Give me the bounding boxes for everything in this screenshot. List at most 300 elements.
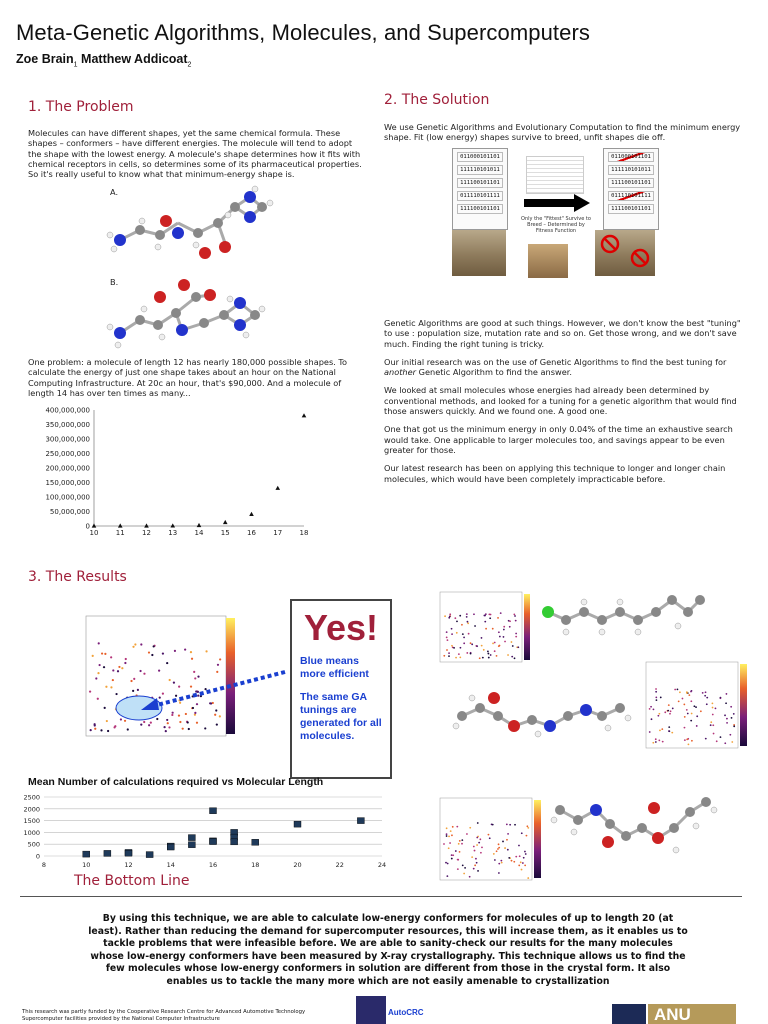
- scatter-dot: [499, 636, 501, 638]
- scatter-dot: [488, 834, 490, 836]
- calculations-chart: [16, 792, 396, 874]
- scatter-dot: [725, 702, 727, 704]
- scatter-dot: [733, 713, 735, 715]
- data-point: [104, 850, 111, 856]
- scatter-dot: [456, 632, 458, 634]
- scatter-dot: [491, 824, 493, 826]
- scatter-dot: [132, 690, 134, 692]
- no-entry-icon: [595, 230, 655, 276]
- scatter-dot: [710, 721, 712, 723]
- scatter-dot: [216, 723, 218, 725]
- author-2: Matthew Addicoat: [77, 52, 188, 66]
- scatter-dot: [457, 859, 459, 861]
- scatter-dot: [445, 862, 447, 864]
- data-point: [144, 523, 149, 527]
- scatter-dot: [449, 616, 451, 618]
- scatter-dot: [148, 651, 150, 653]
- scatter-dot: [515, 620, 517, 622]
- scatter-dot: [179, 721, 181, 723]
- scatter-dot: [488, 657, 490, 659]
- scatter-dot: [447, 639, 449, 641]
- x-tick-label: 18: [251, 861, 260, 869]
- molecule-b-image: [100, 275, 280, 350]
- scatter-dot: [690, 720, 692, 722]
- x-tick-label: 12: [124, 861, 133, 869]
- scatter-dot: [474, 625, 476, 627]
- scatter-dot: [515, 636, 517, 638]
- solution-para-5: One that got us the minimum energy in only 0.04% of the time an exhaustive search would take. One applicable to larger molecules too, and savings appear to be even greater for those.: [384, 424, 733, 455]
- scatter-dot: [156, 718, 158, 720]
- scatter-dot: [473, 868, 475, 870]
- scatter-dot: [459, 615, 461, 617]
- scatter-dot: [444, 615, 446, 617]
- scatter-dot: [655, 738, 657, 740]
- scatter-dot: [219, 658, 221, 660]
- autocrc-logo-text: AutoCRC: [388, 1008, 424, 1017]
- scatter-dot: [163, 726, 165, 728]
- scatter-dot: [454, 617, 456, 619]
- scatter-dot: [480, 852, 482, 854]
- solution-heading: 2. The Solution: [384, 92, 490, 108]
- scatter-dot: [484, 615, 486, 617]
- data-point: [210, 839, 217, 845]
- scatter-dot: [687, 713, 689, 715]
- horses-photo: [452, 230, 506, 276]
- scatter-dot: [705, 691, 707, 693]
- scatter-dot: [448, 836, 450, 838]
- scatter-dot: [706, 697, 708, 699]
- scatter-dot: [487, 653, 489, 655]
- scatter-dot: [498, 843, 500, 845]
- scatter-dot: [672, 708, 674, 710]
- data-point: [188, 842, 195, 848]
- scatter-dot: [446, 833, 448, 835]
- solution-para-1: We use Genetic Algorithms and Evolutionary Computation to find the minimum energy shape. Fit (low energy) shapes survive to breed, unfit shapes die off.: [384, 122, 741, 143]
- y-tick-label: 500: [27, 840, 40, 849]
- scatter-dot: [512, 645, 514, 647]
- scatter-dot: [443, 655, 445, 657]
- y-tick-label: 0: [35, 852, 40, 861]
- x-tick-label: 16: [247, 529, 256, 537]
- scatter-dot: [668, 704, 670, 706]
- scatter-dot: [101, 652, 103, 654]
- scatter-dot: [494, 650, 496, 652]
- scatter-dot: [448, 652, 450, 654]
- data-point: [210, 808, 217, 814]
- scatter-dot: [481, 645, 483, 647]
- scatter-dot: [688, 743, 690, 745]
- y-tick-label: 200,000,000: [45, 464, 90, 473]
- scatter-dot: [489, 617, 491, 619]
- scatter-dot: [504, 641, 506, 643]
- scatter-dot: [97, 672, 99, 674]
- x-tick-label: 12: [142, 529, 151, 537]
- bitstring: 011000101101: [457, 152, 503, 162]
- scatter-dot: [650, 706, 652, 708]
- scatter-dot: [526, 825, 528, 827]
- molecule-a-image: [100, 185, 280, 270]
- scatter-dot: [446, 636, 448, 638]
- scatter-dot: [525, 853, 527, 855]
- scatter-dot: [712, 707, 714, 709]
- scatter-dot: [98, 642, 100, 644]
- data-point: [357, 818, 364, 824]
- scatter-dot: [515, 856, 517, 858]
- bitstring: 011000101101: [608, 152, 654, 162]
- scatter-dot: [498, 872, 500, 874]
- x-tick-label: 15: [220, 529, 230, 537]
- y-tick-label: 400,000,000: [45, 406, 90, 415]
- scatter-dot: [448, 655, 450, 657]
- scatter-dot: [497, 617, 499, 619]
- x-tick-label: 10: [82, 861, 91, 869]
- bitstring: 111100101101: [608, 204, 654, 214]
- scatter-dot: [92, 655, 94, 657]
- scatter-dot: [498, 631, 500, 633]
- scatter-dot: [494, 642, 496, 644]
- scatter-dot: [451, 633, 453, 635]
- scatter-dot: [481, 637, 483, 639]
- scatter-dot: [514, 657, 516, 659]
- scatter-dot: [451, 628, 453, 630]
- x-tick-label: 18: [299, 529, 309, 537]
- data-point: [294, 821, 301, 827]
- data-point: [170, 523, 175, 527]
- data-point: [302, 413, 307, 417]
- scatter-dot: [467, 622, 469, 624]
- scatter-dot: [104, 653, 106, 655]
- scatter-dot: [473, 613, 475, 615]
- scatter-dot: [662, 741, 664, 743]
- scatter-dot: [471, 856, 473, 858]
- molecule-a-label: A.: [110, 187, 119, 197]
- data-point: [197, 523, 202, 527]
- scatter-dot: [140, 643, 142, 645]
- scatter-dot: [474, 850, 476, 852]
- lion-photo: [528, 244, 568, 278]
- scatter-dot: [143, 721, 145, 723]
- scatter-dot: [134, 643, 136, 645]
- funding-note: This research was partly funded by the Cooperative Research Centre for Advanced Automotive Technology Supercomputer facilities provided by the National Computer Infrastructure: [22, 1009, 306, 1022]
- scatter-dot: [479, 838, 481, 840]
- scatter-dot: [518, 845, 520, 847]
- scatter-dot: [686, 739, 688, 741]
- horses-filtered-photo: [595, 230, 655, 276]
- scatter-dot: [661, 728, 663, 730]
- scatter-dot: [473, 846, 475, 848]
- scatter-dot: [520, 861, 522, 863]
- scatter-dot: [669, 713, 671, 715]
- scatter-dot: [691, 740, 693, 742]
- scatter-dot: [686, 691, 688, 693]
- scatter-dot: [684, 739, 686, 741]
- scatter-dot: [513, 613, 515, 615]
- scatter-dot: [127, 728, 129, 730]
- scatter-dot: [668, 730, 670, 732]
- scatter-dot: [447, 863, 449, 865]
- scatter-dot: [459, 656, 461, 658]
- bottom-line-heading: The Bottom Line: [74, 873, 190, 889]
- scatter-dot: [463, 873, 465, 875]
- y-tick-label: 350,000,000: [45, 421, 90, 429]
- x-tick-label: 17: [273, 529, 283, 537]
- scatter-dot: [461, 839, 463, 841]
- scatter-dot: [501, 862, 503, 864]
- data-point: [118, 523, 123, 527]
- scatter-dot: [466, 616, 468, 618]
- scatter-dot: [450, 830, 452, 832]
- scatter-dot: [166, 662, 168, 664]
- scatter-dot: [112, 669, 114, 671]
- scatter-dot: [511, 860, 513, 862]
- scatter-dot: [731, 717, 733, 719]
- scatter-dot: [455, 657, 457, 659]
- x-tick-label: 16: [208, 861, 218, 869]
- scatter-dot: [463, 642, 465, 644]
- x-tick-label: 22: [335, 861, 344, 869]
- scatter-dot: [726, 722, 728, 724]
- scatter-dot: [713, 733, 715, 735]
- scatter-dot: [132, 646, 134, 648]
- scatter-dot: [715, 707, 717, 709]
- scatter-dot: [151, 654, 153, 656]
- scatter-dot: [462, 864, 464, 866]
- x-tick-label: 13: [168, 529, 178, 537]
- scatter-dot: [461, 624, 463, 626]
- scatter-dot: [655, 696, 657, 698]
- calculations-chart-title: Mean Number of calculations required vs Molecular Length: [28, 776, 324, 788]
- data-point: [188, 835, 195, 841]
- anu-crest: [612, 1004, 646, 1024]
- molecule-b-label: B.: [110, 277, 119, 287]
- scatter-dot: [448, 847, 450, 849]
- scatter-dot: [690, 691, 692, 693]
- scatter-dot: [733, 725, 735, 727]
- x-tick-label: 8: [41, 861, 47, 869]
- x-tick-label: 10: [89, 529, 99, 537]
- scatter-dot: [522, 862, 524, 864]
- y-tick-label: 100,000,000: [45, 493, 90, 502]
- scatter-dot: [461, 843, 463, 845]
- scatter-dot: [507, 849, 509, 851]
- scatter-dot: [655, 688, 657, 690]
- divider: [20, 896, 742, 897]
- scatter-dot: [97, 698, 99, 700]
- scatter-dot: [720, 736, 722, 738]
- data-point: [125, 850, 132, 856]
- scatter-dot: [702, 692, 704, 694]
- scatter-dot: [446, 835, 448, 837]
- scatter-dot: [677, 689, 679, 691]
- scatter-dot: [451, 834, 453, 836]
- scatter-dot: [705, 738, 707, 740]
- scatter-dot: [113, 726, 115, 728]
- scatter-dot: [196, 722, 198, 724]
- scatter-dot: [511, 656, 513, 658]
- scatter-dot: [217, 664, 219, 666]
- solution-para-3: Our initial research was on the use of Genetic Algorithms to find the best tuning for another Genetic Algorithm to find the answer.: [384, 356, 727, 378]
- scatter-dot: [526, 835, 528, 837]
- author-1: Zoe Brain: [16, 52, 74, 66]
- scatter-dot: [204, 727, 206, 729]
- scatter-dot: [710, 724, 712, 726]
- results-plot-3: [432, 794, 548, 888]
- scatter-dot: [477, 870, 479, 872]
- scatter-dot: [110, 686, 112, 688]
- scatter-dot: [690, 700, 692, 702]
- scatter-dot: [478, 842, 480, 844]
- scatter-dot: [492, 643, 494, 645]
- scatter-dot: [492, 628, 494, 630]
- scatter-dot: [729, 734, 731, 736]
- scatter-dot: [112, 679, 114, 681]
- scatter-dot: [103, 666, 105, 668]
- scatter-dot: [98, 664, 100, 666]
- results-heading: 3. The Results: [28, 569, 127, 585]
- scatter-dot: [507, 654, 509, 656]
- scatter-dot: [456, 620, 458, 622]
- pointer-arrow: [135, 668, 295, 718]
- x-tick-label: 11: [115, 529, 125, 537]
- scatter-dot: [130, 680, 132, 682]
- scatter-dot: [498, 847, 500, 849]
- x-tick-label: 24: [377, 861, 387, 869]
- data-point: [252, 839, 259, 845]
- molecule-long-2: [452, 686, 636, 748]
- population-after: [603, 148, 659, 230]
- yes-callout: [290, 599, 392, 779]
- bitstring: 011110101111: [457, 191, 503, 201]
- bottom-line-text: By using this technique, we are able to calculate low-energy conformers for molecules of up to length 20 (at least). Rather than reducing the demand for supercomputer resources, this will increase them, as it enables us to tackle problems that were infeasible before. We are able to sanity-check our results for the many molecules whose low-energy conformers have been measured by X-ray crystallography. This technique allows us to find the few molecules whose low-energy conformers in solution are different from those in the crystal form. It also enables us to tackle the many more which are not easily amenable to crystallization: [88, 913, 688, 987]
- scatter-dot: [498, 863, 500, 865]
- scatter-dot: [716, 740, 718, 742]
- scatter-dot: [484, 621, 486, 623]
- scatter-dot: [712, 714, 714, 716]
- x-tick-label: 14: [194, 529, 204, 537]
- data-point: [146, 852, 153, 858]
- scatter-dot: [494, 859, 496, 861]
- scatter-dot: [476, 645, 478, 647]
- scatter-dot: [527, 877, 529, 879]
- scatter-dot: [674, 689, 676, 691]
- scatter-dot: [117, 670, 119, 672]
- scatter-dot: [683, 704, 685, 706]
- scatter-dot: [649, 731, 651, 733]
- scatter-dot: [456, 826, 458, 828]
- scatter-dot: [731, 741, 733, 743]
- scatter-dot: [726, 693, 728, 695]
- bitstring: 111100101101: [457, 178, 503, 188]
- scatter-dot: [511, 641, 513, 643]
- scatter-dot: [527, 827, 529, 829]
- scatter-dot: [664, 711, 666, 713]
- scatter-dot: [468, 633, 470, 635]
- scatter-dot: [653, 708, 655, 710]
- scatter-dot: [168, 726, 170, 728]
- scatter-dot: [477, 822, 479, 824]
- arrow-right-icon: [524, 194, 592, 212]
- scatter-dot: [166, 719, 168, 721]
- scatter-dot: [483, 649, 485, 651]
- scatter-dot: [679, 691, 681, 693]
- scatter-dot: [651, 718, 653, 720]
- scatter-dot: [118, 666, 120, 668]
- data-point: [275, 486, 280, 490]
- scatter-dot: [696, 715, 698, 717]
- scatter-dot: [470, 653, 472, 655]
- scatter-dot: [688, 694, 690, 696]
- scatter-dot: [668, 726, 670, 728]
- ga-caption: Only the "Fittest" Survive to Breed – Determined by Fitness Function: [521, 216, 591, 234]
- scatter-dot: [95, 677, 97, 679]
- scatter-dot: [730, 706, 732, 708]
- data-point: [83, 851, 90, 857]
- conformers-chart: [28, 404, 318, 540]
- scatter-dot: [187, 721, 189, 723]
- scatter-dot: [652, 742, 654, 744]
- scatter-dot: [466, 652, 468, 654]
- scatter-dot: [684, 727, 686, 729]
- scatter-dot: [684, 716, 686, 718]
- scatter-dot: [106, 720, 108, 722]
- y-tick-label: 300,000,000: [45, 435, 90, 444]
- scatter-dot: [469, 827, 471, 829]
- scatter-dot: [518, 865, 520, 867]
- scatter-dot: [479, 657, 481, 659]
- molecule-long-3: [550, 790, 720, 876]
- scatter-dot: [443, 843, 445, 845]
- scatter-dot: [94, 728, 96, 730]
- solution-body: [384, 318, 748, 492]
- scatter-dot: [470, 642, 472, 644]
- scatter-dot: [514, 615, 516, 617]
- scatter-dot: [162, 652, 164, 654]
- scatter-dot: [481, 846, 483, 848]
- scatter-dot: [120, 718, 122, 720]
- scatter-dot: [506, 823, 508, 825]
- scatter-dot: [649, 708, 651, 710]
- authors: Zoe Brain$_1$ Matthew Addicoat$_2$: [16, 52, 192, 69]
- scatter-dot: [655, 741, 657, 743]
- scatter-dot: [509, 620, 511, 622]
- bitstring: 011110101111: [608, 191, 654, 201]
- molecule-long-1: [538, 590, 708, 652]
- scatter-dot: [671, 732, 673, 734]
- scatter-dot: [712, 702, 714, 704]
- scatter-dot: [475, 858, 477, 860]
- scatter-dot: [719, 697, 721, 699]
- scatter-dot: [460, 647, 462, 649]
- scatter-dot: [453, 647, 455, 649]
- scatter-dot: [712, 724, 714, 726]
- scatter-dot: [524, 851, 526, 853]
- scatter-dot: [167, 722, 169, 724]
- y-tick-label: 250,000,000: [45, 450, 90, 458]
- bitstring: 111100101101: [608, 178, 654, 188]
- scatter-dot: [451, 854, 453, 856]
- scatter-dot: [476, 862, 478, 864]
- scatter-dot: [452, 826, 454, 828]
- scatter-dot: [466, 613, 468, 615]
- bitstring: 111110101011: [608, 165, 654, 175]
- x-tick-label: 20: [293, 861, 302, 869]
- scatter-dot: [184, 648, 186, 650]
- y-tick-label: 2000: [23, 805, 40, 814]
- problem-heading: 1. The Problem: [28, 99, 134, 115]
- bitstring: 111100101101: [457, 204, 503, 214]
- scatter-dot: [726, 718, 728, 720]
- scatter-dot: [521, 832, 523, 834]
